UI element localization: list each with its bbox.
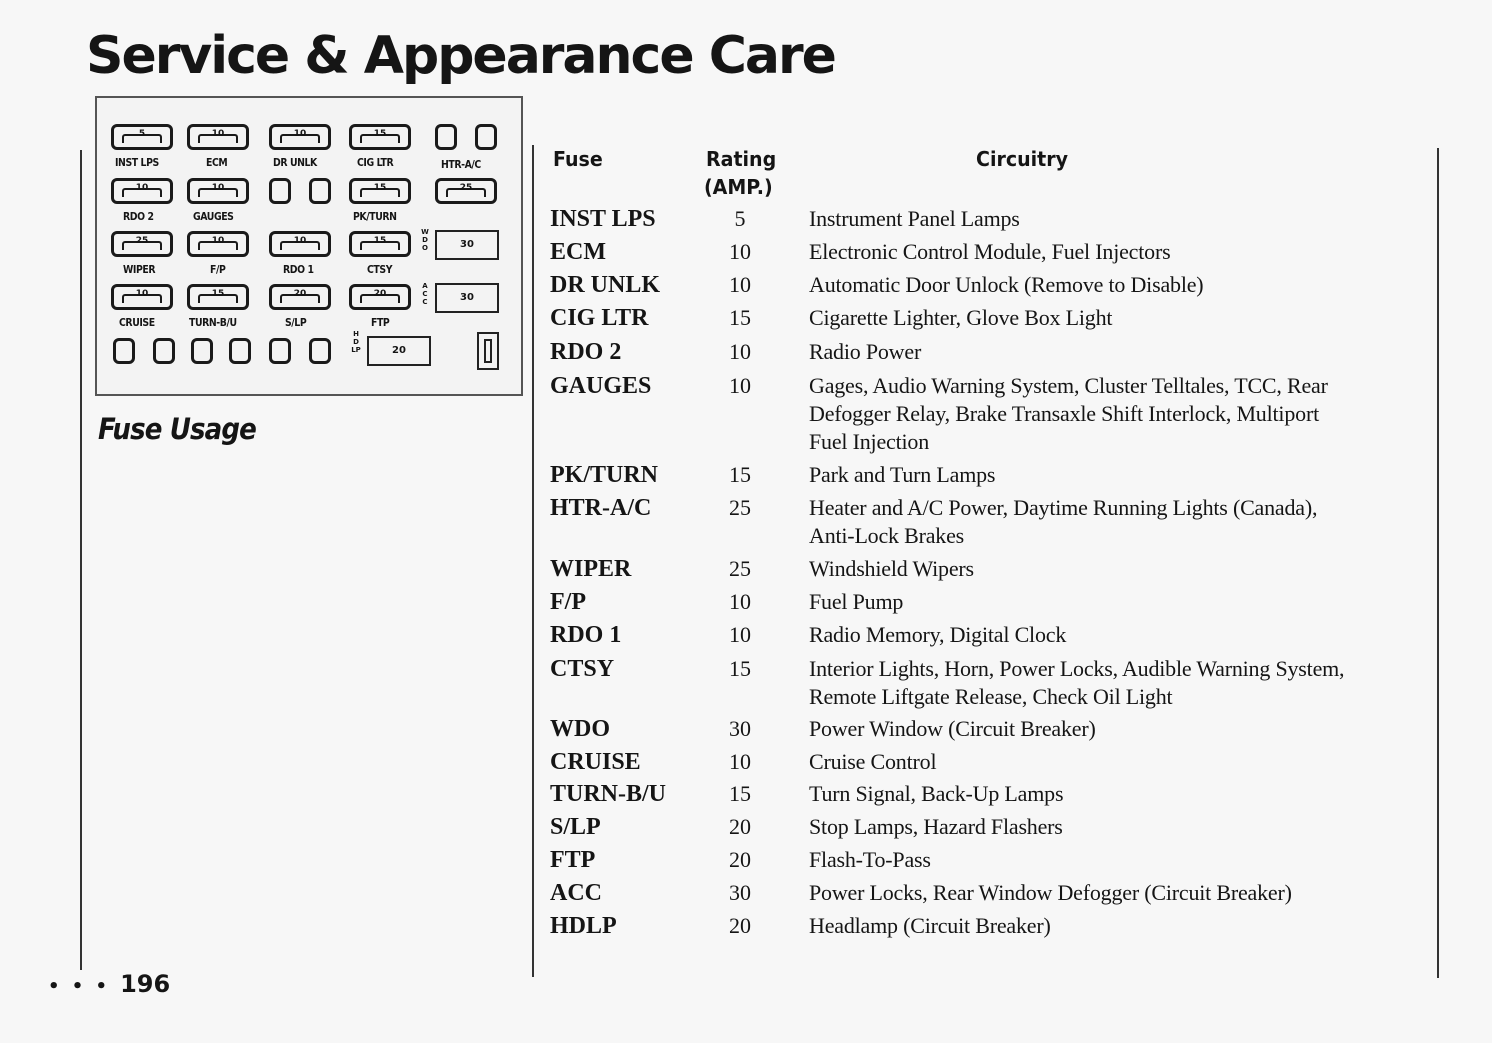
fuse-turn-b-u: 15 [187, 284, 249, 310]
fuse-circuitry: Headlamp (Circuit Breaker) [809, 913, 1051, 938]
fuse-cruise: 10 [111, 284, 173, 310]
fuse-name: INST LPS [550, 206, 656, 232]
fuse-circuitry: Windshield Wipers [809, 556, 974, 581]
breaker-acc: 30 [435, 283, 499, 313]
fuse-circuitry: Park and Turn Lamps [809, 462, 996, 487]
fuse-rating: 30 [729, 880, 751, 905]
fuse-dr-unlk: 10 [269, 124, 331, 150]
fuse-panel-diagram [95, 96, 523, 396]
fuse-name: DR UNLK [550, 272, 661, 298]
fuse-rdo-1: 10 [269, 231, 331, 257]
fuse-label: INST LPS [115, 156, 159, 169]
header-rating: Rating [706, 147, 777, 171]
fuse-rating: 10 [729, 622, 751, 647]
empty-fuse-slot [309, 178, 331, 204]
fuse-rating: 20 [729, 847, 751, 872]
fuse-s-lp: 20 [269, 284, 331, 310]
fuse-rating: 10 [729, 749, 751, 774]
fuse-circuitry: Cruise Control [809, 749, 937, 774]
fuse-label: CTSY [367, 263, 393, 276]
fuse-rating: 15 [729, 656, 751, 681]
fuse-label: TURN-B/U [189, 316, 237, 329]
fuse-circuitry: Automatic Door Unlock (Remove to Disable) [809, 272, 1204, 297]
fuse-rating: 20 [729, 814, 751, 839]
page-title: Service & Appearance Care [86, 26, 835, 86]
fuse-name: WDO [550, 716, 610, 742]
empty-fuse-slot [309, 338, 331, 364]
fuse-ctsy: 15 [349, 231, 411, 257]
fuse-name: RDO 1 [550, 622, 622, 648]
fuse-cig-ltr: 15 [349, 124, 411, 150]
fuse-circuitry: Radio Power [809, 339, 922, 364]
fuse-name: ACC [550, 880, 602, 906]
fuse-rating: 25 [729, 495, 751, 520]
left-rule [80, 150, 82, 970]
fuse-circuitry: Turn Signal, Back-Up Lamps [809, 781, 1064, 806]
fuse-circuitry: Power Window (Circuit Breaker) [809, 716, 1096, 741]
breaker-hdlp: 20 [367, 336, 431, 366]
fuse-name: F/P [550, 589, 586, 615]
empty-fuse-slot [113, 338, 135, 364]
fuse-name: CTSY [550, 656, 615, 682]
fuse-label: DR UNLK [273, 156, 317, 169]
fuse-name: FTP [550, 847, 596, 873]
fuse-circuitry: Interior Lights, Horn, Power Locks, Audible Warning System, Remote Liftgate Release, Check Oil Light [809, 656, 1345, 709]
fuse-circuitry: Flash-To-Pass [809, 847, 931, 872]
fuse-label: WIPER [123, 263, 156, 276]
fuse-name: CRUISE [550, 749, 641, 775]
middle-rule [532, 145, 534, 977]
fuse-name: RDO 2 [550, 339, 622, 365]
fuse-name: GAUGES [550, 373, 652, 399]
fuse-name: S/LP [550, 814, 601, 840]
header-circuitry: Circuitry [976, 147, 1068, 171]
fuse-rating: 10 [729, 373, 751, 398]
fuse-name: HDLP [550, 913, 617, 939]
relay-icon [477, 332, 499, 370]
fuse-label: CRUISE [119, 316, 155, 329]
fuse-circuitry: Power Locks, Rear Window Defogger (Circuit Breaker) [809, 880, 1292, 905]
fuse-circuitry: Electronic Control Module, Fuel Injectors [809, 239, 1171, 264]
fuse-name: CIG LTR [550, 305, 649, 331]
empty-fuse-slot [191, 338, 213, 364]
empty-fuse-slot [435, 124, 457, 150]
fuse-name: TURN-B/U [550, 781, 667, 807]
fuse-label: PK/TURN [353, 210, 397, 223]
fuse-circuitry: Heater and A/C Power, Daytime Running Lights (Canada), Anti-Lock Brakes [809, 495, 1318, 548]
fuse-rating: 15 [729, 305, 751, 330]
fuse-rating: 10 [729, 339, 751, 364]
empty-fuse-slot [229, 338, 251, 364]
page-dots: • • • [48, 976, 111, 997]
fuse-rdo-2: 10 [111, 178, 173, 204]
fuse-circuitry: Stop Lamps, Hazard Flashers [809, 814, 1063, 839]
empty-fuse-slot [269, 178, 291, 204]
breaker-label: HDLP [351, 330, 361, 354]
fuse-circuitry: Fuel Pump [809, 589, 904, 614]
fuse-label: S/LP [285, 316, 307, 329]
fuse-name: ECM [550, 239, 606, 265]
fuse-rating: 5 [734, 206, 746, 231]
fuse-rating: 25 [729, 556, 751, 581]
fuse-pk-turn: 15 [349, 178, 411, 204]
fuse-rating: 10 [729, 239, 751, 264]
fuse-circuitry: Cigarette Lighter, Glove Box Light [809, 305, 1113, 330]
header-fuse: Fuse [553, 147, 603, 171]
fuse-label: RDO 1 [283, 263, 314, 276]
fuse-rating: 20 [729, 913, 751, 938]
fuse-label: RDO 2 [123, 210, 154, 223]
figure-caption: Fuse Usage [98, 412, 256, 446]
fuse-gauges: 10 [187, 178, 249, 204]
fuse-label: F/P [210, 263, 226, 276]
fuse-f-p: 10 [187, 231, 249, 257]
fuse-name: HTR-A/C [550, 495, 652, 521]
fuse-rating: 10 [729, 589, 751, 614]
page-number-text: 196 [120, 970, 171, 998]
fuse-rating: 15 [729, 462, 751, 487]
fuse-name: PK/TURN [550, 462, 658, 488]
fuse-label: ECM [206, 156, 228, 169]
fuse-circuitry: Radio Memory, Digital Clock [809, 622, 1067, 647]
breaker-wdo: 30 [435, 230, 499, 260]
fuse-label: CIG LTR [357, 156, 394, 169]
empty-fuse-slot [269, 338, 291, 364]
fuse-htr-a-c: 25 [435, 178, 497, 204]
empty-fuse-slot [153, 338, 175, 364]
fuse-ftp: 20 [349, 284, 411, 310]
fuse-inst-lps: 5 [111, 124, 173, 150]
fuse-circuitry: Instrument Panel Lamps [809, 206, 1020, 231]
fuse-label: GAUGES [193, 210, 234, 223]
fuse-wiper: 25 [111, 231, 173, 257]
fuse-name: WIPER [550, 556, 632, 582]
breaker-label: WDO [421, 228, 429, 252]
fuse-rating: 30 [729, 716, 751, 741]
header-rating-unit: (AMP.) [704, 175, 773, 199]
empty-fuse-slot [475, 124, 497, 150]
fuse-ecm: 10 [187, 124, 249, 150]
fuse-rating: 10 [729, 272, 751, 297]
fuse-rating: 15 [729, 781, 751, 806]
page-number [48, 970, 170, 998]
fuse-label: HTR-A/C [441, 158, 481, 171]
breaker-label: ACC [422, 282, 428, 306]
right-rule [1437, 148, 1439, 978]
fuse-label: FTP [371, 316, 390, 329]
fuse-circuitry: Gages, Audio Warning System, Cluster Telltales, TCC, Rear Defogger Relay, Brake Transaxle Shift Interlock, Multiport Fuel Injection [809, 373, 1328, 454]
